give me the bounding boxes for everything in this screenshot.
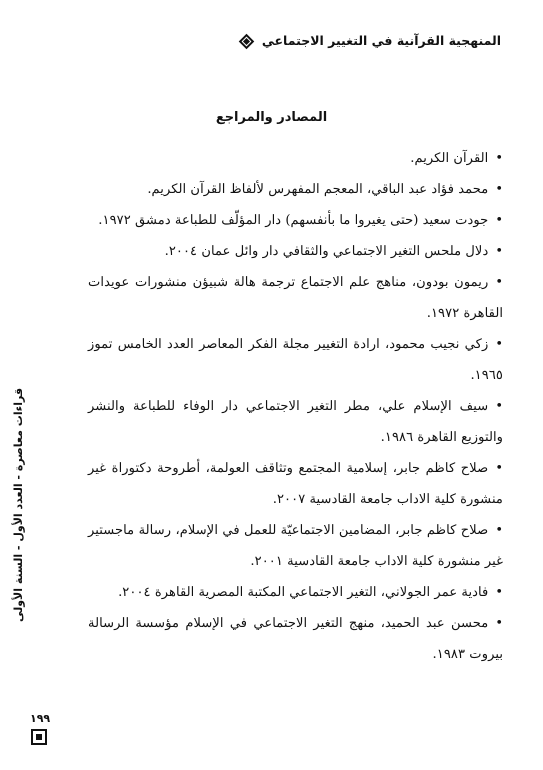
page-marker-icon (31, 729, 47, 745)
bullet-icon: • (495, 213, 503, 228)
bullet-icon: • (495, 151, 503, 166)
reference-item (88, 515, 503, 577)
reference-text: صلاح كاظم جابر، المضامين الاجتماعيّة للعمل في الإسلام، رسالة ماجستير غير منشورة كلية الاداب جامعة القادسية ٢٠٠١. (88, 523, 503, 569)
reference-item (88, 174, 503, 205)
journal-side-caption: قراءات معاصرة - العدد الأول - السنة الأولى (12, 387, 25, 623)
reference-text: جودت سعيد (حتى يغيروا ما بأنفسهم) دار المؤلّف للطباعة دمشق ١٩٧٢. (98, 213, 489, 228)
reference-text: زكي نجيب محمود، ارادة التغيير مجلة الفكر المعاصر العدد الخامس تموز ١٩٦٥. (88, 337, 503, 383)
section-title: المصادر والمراجع (215, 110, 328, 125)
reference-text: محسن عبد الحميد، منهج التغير الاجتماعي في الإسلام مؤسسة الرسالة بيروت ١٩٨٣. (88, 616, 503, 662)
reference-item (88, 143, 503, 174)
running-header (241, 33, 502, 48)
reference-text: دلال ملحس التغير الاجتماعي والثقافي دار وائل عمان ٢٠٠٤. (164, 244, 489, 259)
diamond-ornament-icon (238, 34, 254, 50)
bullet-icon: • (495, 461, 503, 476)
reference-text: القرآن الكريم. (410, 151, 489, 166)
reference-item (88, 329, 503, 391)
reference-text: سيف الإسلام علي، مطر التغير الاجتماعي دار الوفاء للطباعة والنشر والتوزيع القاهرة ١٩٨٦. (88, 399, 503, 445)
bullet-icon: • (495, 244, 503, 259)
references-list (88, 143, 503, 670)
reference-text: صلاح كاظم جابر، إسلامية المجتمع وتثاقف العولمة، أطروحة دكتوراة غير منشورة كلية الاداب جامعة القادسية ٢٠٠٧. (88, 461, 503, 507)
reference-item (88, 391, 503, 453)
reference-item (88, 236, 503, 267)
running-header-title: المنهجية القرآنية في التغيير الاجتماعي (261, 33, 501, 48)
reference-text: فادية عمر الجولاني، التغير الاجتماعي المكتبة المصرية القاهرة ٢٠٠٤. (118, 585, 489, 600)
reference-item (88, 205, 503, 236)
reference-text: ريمون بودون، مناهج علم الاجتماع ترجمة هالة شبيؤن منشورات عويدات القاهرة ١٩٧٢. (88, 275, 503, 321)
reference-item (88, 267, 503, 329)
bullet-icon: • (495, 616, 503, 631)
reference-item (88, 577, 503, 608)
reference-item (88, 453, 503, 515)
reference-text: محمد فؤاد عبد الباقي، المعجم المفهرس لألفاظ القرآن الكريم. (147, 182, 489, 197)
bullet-icon: • (495, 523, 503, 538)
bullet-icon: • (495, 585, 503, 600)
bullet-icon: • (495, 337, 503, 352)
reference-item (88, 608, 503, 670)
bullet-icon: • (495, 182, 503, 197)
bullet-icon: • (495, 399, 503, 414)
bullet-icon: • (495, 275, 503, 290)
page-number: ١٩٩ (30, 712, 51, 725)
